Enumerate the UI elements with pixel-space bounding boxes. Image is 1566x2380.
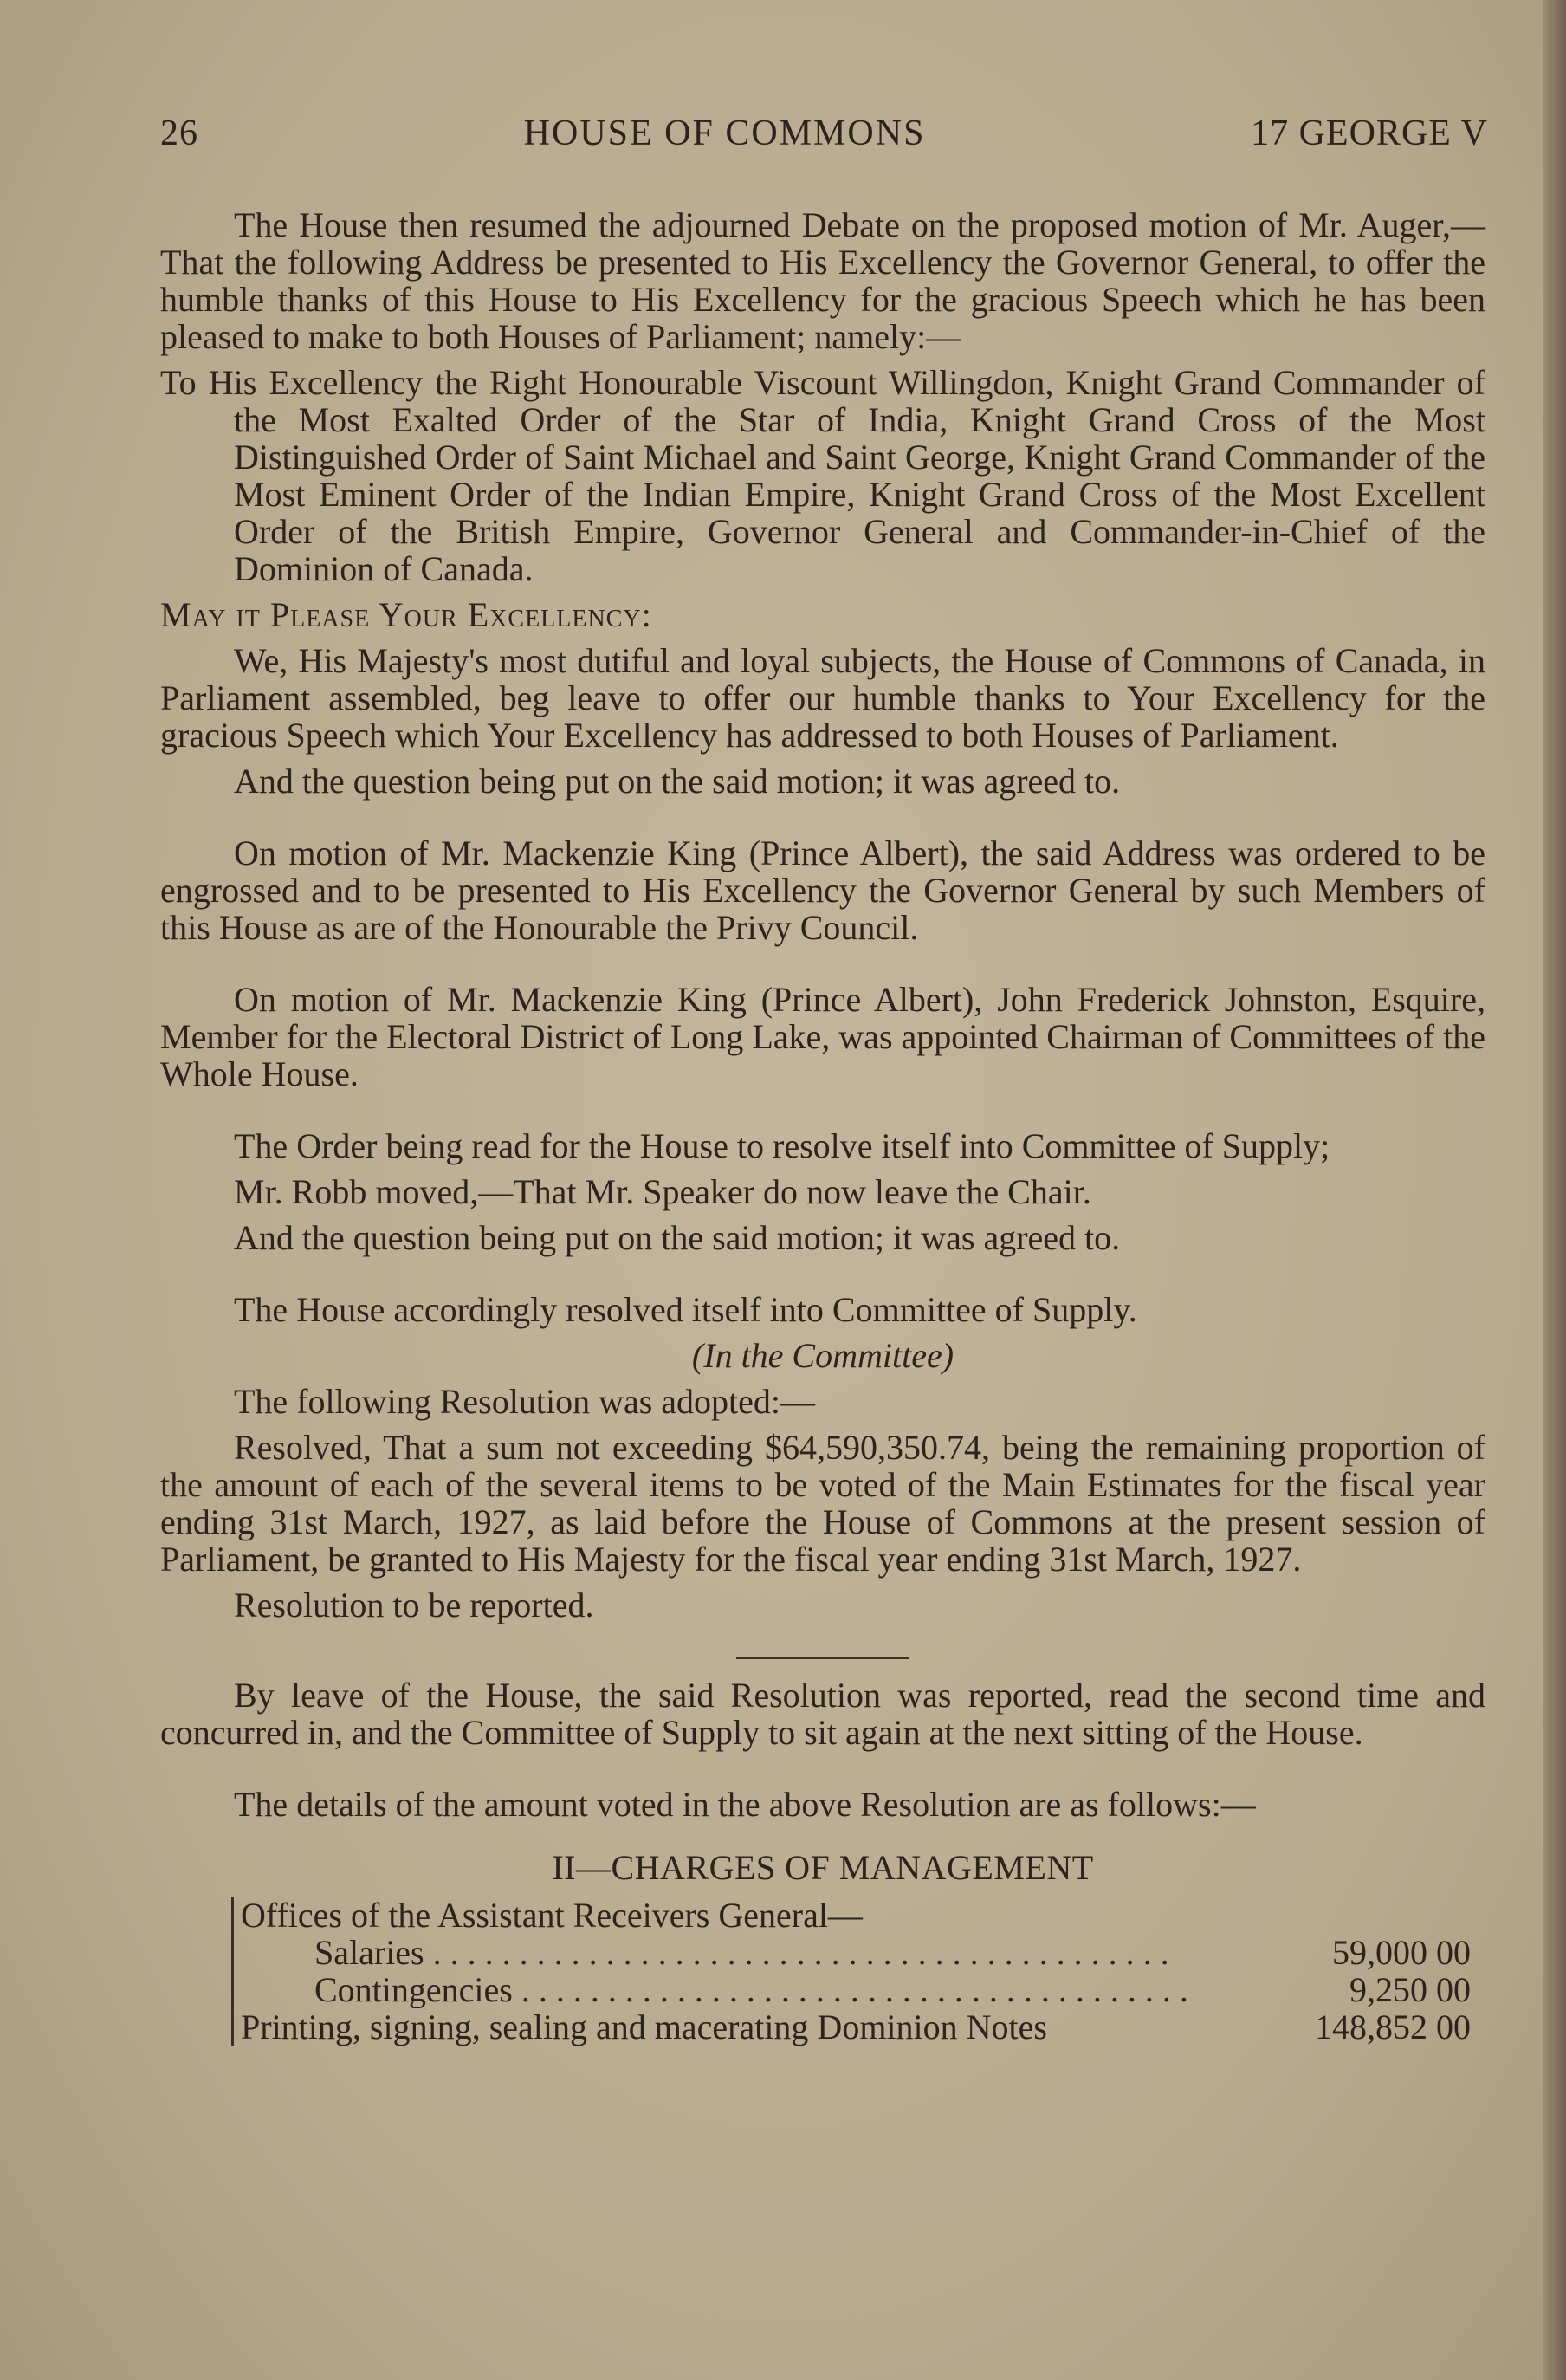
row-label: Salaries . . . . . . . . . . . . . . . . . . . . . . . . . . . . . . . . . . . . . . . . . . . (314, 1934, 1169, 1971)
paragraph-engrossed: On motion of Mr. Mackenzie King (Prince Albert), the said Address was ordered to be engrossed and to be presented to His Excellency the Governor General by such Members of this House as are of the Honourable the Privy Council. (160, 833, 1485, 947)
table-row (241, 1897, 1471, 1934)
table-row (241, 2008, 1471, 2046)
paragraph-chairman: On motion of Mr. Mackenzie King (Prince Albert), John Frederick Johnston, Esquire, Member for the Electoral District of Long Lake, was appointed Chairman of Committees of the Whole House. (160, 980, 1485, 1093)
row-amount: 59,000 00 (1332, 1933, 1471, 1972)
page-edge-shadow (1543, 0, 1566, 2380)
page-title: HOUSE OF COMMONS (523, 113, 926, 153)
paragraph-loyal-subjects: We, His Majesty's most dutiful and loyal subjects, the House of Commons of Canada, in Parliament assembled, beg leave to offer our humble thanks to Your Excellency for the gracious Speech which Your Excellency has addressed to both Houses of Parliament. (160, 641, 1485, 755)
row-label: Printing, signing, sealing and macerating Dominion Notes (241, 2008, 1047, 2046)
row-label: Contingencies . . . . . . . . . . . . . . . . . . . . . . . . . . . . . . . . . . . . . . . (314, 1971, 1188, 2008)
schedule-table (231, 1897, 1471, 2046)
journal-body (160, 206, 1485, 2046)
paragraph-agreed-2: And the question being put on the said motion; it was agreed to. (234, 1218, 1121, 1257)
group-label: Offices of the Assistant Receivers General— (241, 1897, 863, 1934)
paragraph-resumed-debate: The House then resumed the adjourned Debate on the proposed motion of Mr. Auger,—That the following Address be presented to His Excellency the Governor General, to offer the humble thanks of this House to His Excellency for the gracious Speech which he has been pleased to make to both Houses of Parliament; namely:— (160, 205, 1485, 356)
page-number: 26 (160, 113, 198, 153)
paragraph-robb-moved: Mr. Robb moved,—That Mr. Speaker do now leave the Chair. (234, 1172, 1091, 1211)
paragraph-address: To His Excellency the Right Honourable Viscount Willingdon, Knight Grand Commander of the Most Exalted Order of the Star of India, Knight Grand Cross of the Most Distinguished Order of Saint Michael and Saint George, Knight Grand Commander of the Most Eminent Order of the Indian Empire, Knight Grand Cross of the Most Excellent Order of the British Empire, Governor General and Commander-in-Chief of the Dominion of Canada. (160, 363, 1485, 588)
salutation: May it Please Your Excellency: (160, 595, 652, 634)
row-amount: 148,852 00 (1315, 2007, 1471, 2046)
reign-label: 17 GEORGE V (1251, 113, 1488, 153)
committee-heading: (In the Committee) (691, 1336, 954, 1375)
paragraph-resolution-adopted: The following Resolution was adopted:— (234, 1382, 816, 1421)
paragraph-resolution-reported: Resolution to be reported. (234, 1586, 594, 1624)
table-row (241, 1971, 1471, 2008)
schedule-title: II—CHARGES OF MANAGEMENT (552, 1848, 1094, 1887)
row-amount: 9,250 00 (1349, 1970, 1471, 2009)
paragraph-order-supply: The Order being read for the House to resolve itself into Committee of Supply; (234, 1126, 1330, 1165)
section-divider (736, 1657, 909, 1659)
paragraph-by-leave: By leave of the House, the said Resolution was reported, read the second time and concurred in, and the Committee of Supply to sit again at the next sitting of the House. (160, 1676, 1485, 1752)
page-header (160, 113, 1488, 154)
table-row (241, 1934, 1471, 1971)
paragraph-agreed-1: And the question being put on the said motion; it was agreed to. (234, 762, 1121, 801)
paragraph-details-intro: The details of the amount voted in the above Resolution are as follows:— (234, 1785, 1256, 1824)
paragraph-resolution-text: Resolved, That a sum not exceeding $64,590,350.74, being the remaining proportion of the amount of each of the several items to be voted of the Main Estimates for the fiscal year ending 31st March, 1927, as laid before the House of Commons at the present session of Parliament, be granted to His Majesty for the fiscal year ending 31st March, 1927. (160, 1428, 1485, 1579)
paragraph-resolved-committee: The House accordingly resolved itself into Committee of Supply. (234, 1290, 1137, 1329)
